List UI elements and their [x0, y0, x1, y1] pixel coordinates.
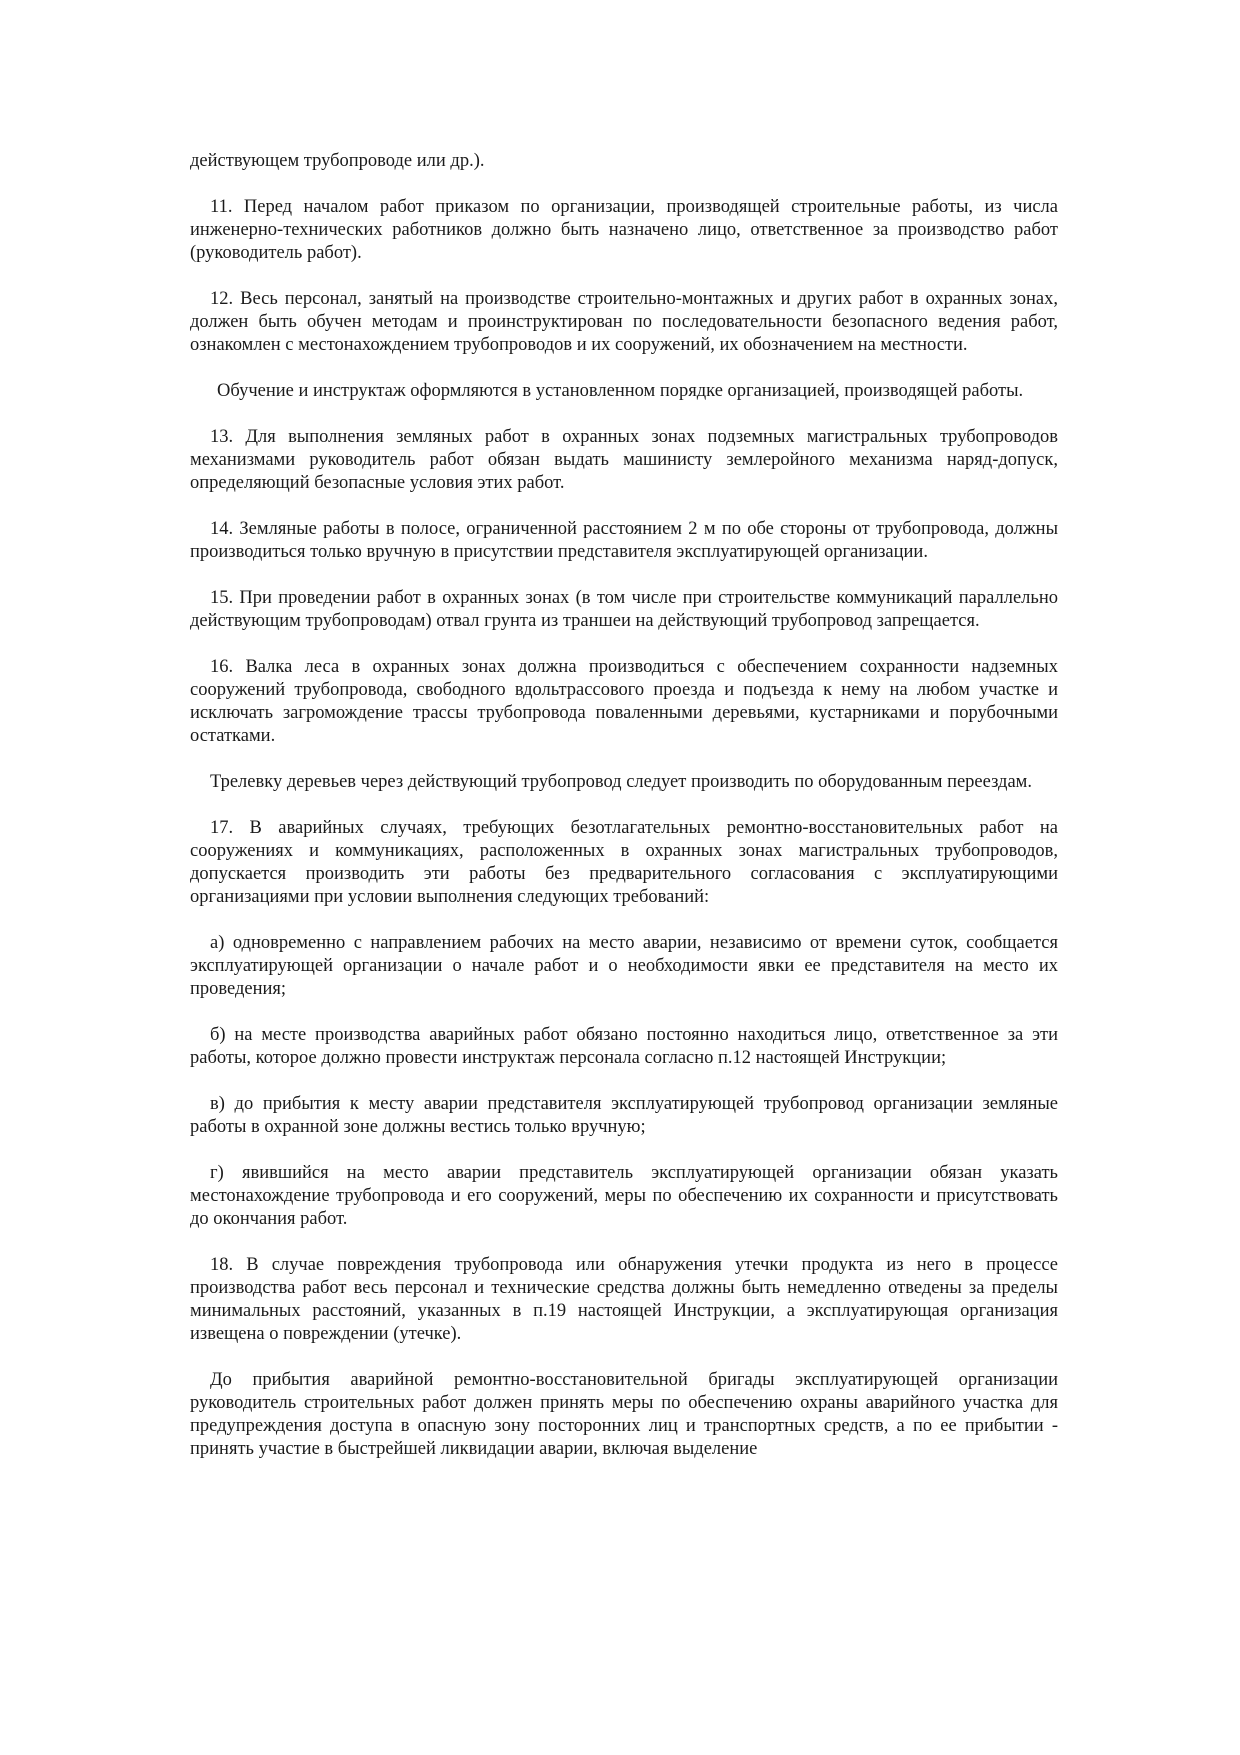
paragraph-training-note: Обучение и инструктаж оформляются в установленном порядке организацией, производящей работы.: [217, 381, 1024, 401]
paragraph-item-17v: в) до прибытия к месту аварии представителя эксплуатирующей трубопровод организации земляные работы в охранной зоне должны вестись только вручную;: [190, 1094, 1058, 1137]
paragraph-item-14: 14. Земляные работы в полосе, ограниченной расстоянием 2 м по обе стороны от трубопровода, должны производиться только вручную в присутствии представителя эксплуатирующей организации.: [190, 519, 1058, 562]
paragraph-item-17g: г) явившийся на место аварии представитель эксплуатирующей организации обязан указать местонахождение трубопровода и его сооружений, меры по обеспечению их сохранности и присутствовать до окончания работ.: [190, 1163, 1058, 1229]
paragraph-item-11: 11. Перед началом работ приказом по организации, производящей строительные работы, из числа инженерно-технических работников должно быть назначено лицо, ответственное за производство работ (руководитель работ).: [190, 197, 1058, 263]
paragraph-item-13: 13. Для выполнения земляных работ в охранных зонах подземных магистральных трубопроводов механизмами руководитель работ обязан выдать машинисту землеройного механизма наряд-допуск, определяющий безопасные условия этих работ.: [190, 427, 1058, 493]
paragraph-skidding-note: Трелевку деревьев через действующий трубопровод следует производить по оборудованным переездам.: [210, 772, 1033, 792]
document-page: [190, 150, 1058, 1461]
paragraph-emergency-crew: До прибытия аварийной ремонтно-восстановительной бригады эксплуатирующей организации руководитель строительных работ должен принять меры по обеспечению охраны аварийного участка для предупреждения доступа в опасную зону посторонних лиц и транспортных средств, а по ее прибытии - принять участие в быстрейшей ликвидации аварии, включая выделение: [190, 1370, 1058, 1459]
paragraph-item-17a: а) одновременно с направлением рабочих на место аварии, независимо от времени суток, сообщается эксплуатирующей организации о начале работ и о необходимости явки ее представителя на место их проведения;: [190, 933, 1058, 999]
paragraph-item-17: 17. В аварийных случаях, требующих безотлагательных ремонтно-восстановительных работ на сооружениях и коммуникациях, расположенных в охранных зонах магистральных трубопроводов, допускается производить эти работы без предварительного согласования с эксплуатирующими организациями при условии выполнения следующих требований:: [190, 818, 1058, 907]
paragraph-item-15: 15. При проведении работ в охранных зонах (в том числе при строительстве коммуникаций параллельно действующим трубопроводам) отвал грунта из траншеи на действующий трубопровод запрещается.: [190, 588, 1058, 631]
paragraph-item-18: 18. В случае повреждения трубопровода или обнаружения утечки продукта из него в процессе производства работ весь персонал и технические средства должны быть немедленно отведены за пределы минимальных расстояний, указанных в п.19 настоящей Инструкции, а эксплуатирующая организация извещена о повреждении (утечке).: [190, 1255, 1058, 1344]
paragraph-item-12: 12. Весь персонал, занятый на производстве строительно-монтажных и других работ в охранных зонах, должен быть обучен методам и проинструктирован по последовательности безопасного ведения работ, ознакомлен с местонахождением трубопроводов и их сооружений, их обозначением на местности.: [190, 289, 1058, 355]
paragraph-continuation: действующем трубопроводе или др.).: [190, 151, 485, 171]
paragraph-item-16: 16. Валка леса в охранных зонах должна производиться с обеспечением сохранности надземных сооружений трубопровода, свободного вдольтрассового проезда и подъезда к нему на любом участке и исключать загромождение трассы трубопровода поваленными деревьями, кустарниками и порубочными остатками.: [190, 657, 1058, 746]
paragraph-item-17b: б) на месте производства аварийных работ обязано постоянно находиться лицо, ответственное за эти работы, которое должно провести инструктаж персонала согласно п.12 настоящей Инструкции;: [190, 1025, 1058, 1068]
